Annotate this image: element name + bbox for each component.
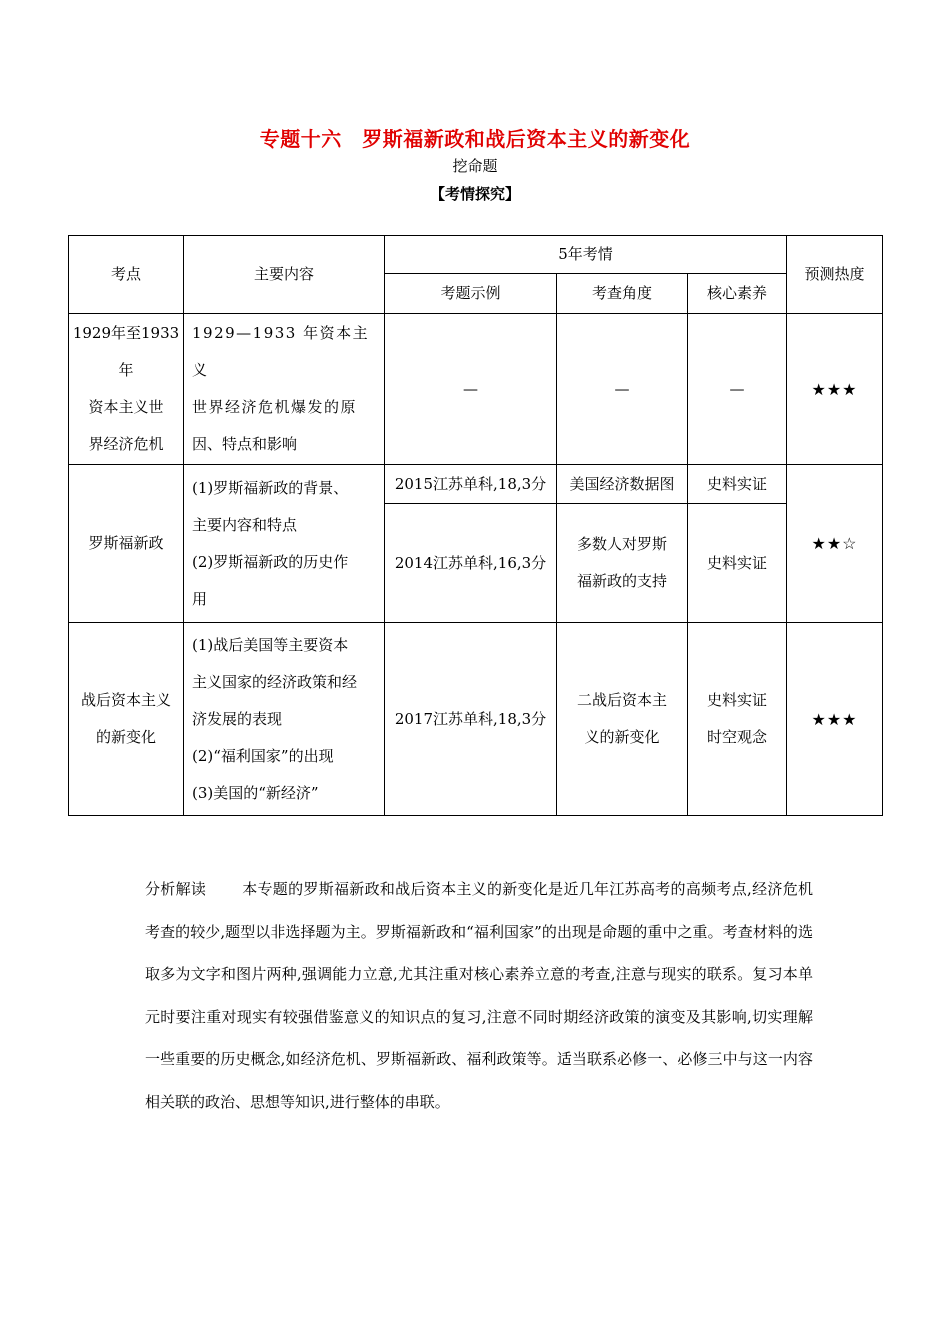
example-cell: 2017江苏单科,18,3分 xyxy=(385,623,557,816)
point-line: 战后资本主义 xyxy=(80,691,171,709)
literacy-cell: 史料实证 xyxy=(688,465,787,504)
heat-rating: ★★☆ xyxy=(787,465,883,623)
content-line: (1)战后美国等主要资本 xyxy=(192,635,349,654)
content-line: (3)美国的“新经济” xyxy=(192,783,319,802)
section-heading: 【考情探究】 xyxy=(429,185,520,203)
content-line: 因、特点和影响 xyxy=(192,435,298,453)
analysis-label: 分析解读 xyxy=(145,880,207,898)
content-line: (2)“福利国家”的出现 xyxy=(192,746,334,765)
content-cell xyxy=(184,465,385,623)
content-line: 主义国家的经济政策和经 xyxy=(192,672,358,691)
exam-analysis-table xyxy=(68,235,883,816)
point-line: 的新变化 xyxy=(95,728,156,746)
content-line: 用 xyxy=(192,589,208,608)
literacy-line: 时空观念 xyxy=(706,728,767,746)
content-cell xyxy=(184,314,385,465)
table-row xyxy=(69,314,883,465)
point-line: 年 xyxy=(118,361,134,379)
content-line: 济发展的表现 xyxy=(192,709,283,728)
content-line: (1)罗斯福新政的背景、 xyxy=(192,478,349,497)
heat-rating: ★★★ xyxy=(787,314,883,465)
angle-line: 多数人对罗斯 xyxy=(576,535,667,553)
literacy-line: 史料实证 xyxy=(706,691,767,709)
example-cell: 2014江苏单科,16,3分 xyxy=(385,504,557,623)
angle-line: 福新政的支持 xyxy=(576,572,667,590)
header-literacy: 核心素养 xyxy=(688,274,787,314)
header-content: 主要内容 xyxy=(184,236,385,314)
literacy-cell xyxy=(688,623,787,816)
point-cell xyxy=(69,314,184,465)
angle-cell: 美国经济数据图 xyxy=(557,465,688,504)
content-line: 1929—1933 年资本主义 xyxy=(192,324,370,379)
content-line: (2)罗斯福新政的历史作 xyxy=(192,552,349,571)
angle-cell: — xyxy=(557,314,688,465)
table-header-row xyxy=(69,236,883,274)
header-example: 考题示例 xyxy=(385,274,557,314)
content-line: 世界经济危机爆发的原 xyxy=(192,398,358,416)
analysis-paragraph xyxy=(145,868,813,1123)
content-cell xyxy=(184,623,385,816)
angle-cell xyxy=(557,623,688,816)
literacy-cell: — xyxy=(688,314,787,465)
table-row xyxy=(69,623,883,816)
point-line: 资本主义世 xyxy=(88,398,164,416)
literacy-cell: 史料实证 xyxy=(688,504,787,623)
subtitle: 挖命题 xyxy=(452,157,498,175)
heat-rating: ★★★ xyxy=(787,623,883,816)
example-cell: 2015江苏单科,18,3分 xyxy=(385,465,557,504)
table-row xyxy=(69,465,883,504)
header-five-year: 5年考情 xyxy=(385,236,787,274)
example-cell: — xyxy=(385,314,557,465)
page-title: 专题十六 罗斯福新政和战后资本主义的新变化 xyxy=(259,127,691,151)
angle-line: 义的新变化 xyxy=(584,728,660,746)
angle-line: 二战后资本主 xyxy=(576,691,667,709)
content-line: 主要内容和特点 xyxy=(192,515,298,534)
angle-cell xyxy=(557,504,688,623)
point-cell xyxy=(69,623,184,816)
point-line: 界经济危机 xyxy=(88,435,164,453)
point-cell: 罗斯福新政 xyxy=(69,465,184,623)
point-line: 1929年至1933 xyxy=(72,324,180,342)
analysis-text: 本专题的罗斯福新政和战后资本主义的新变化是近几年江苏高考的高频考点,经济危机考查的较少,题型以非选择题为主。罗斯福新政和“福利国家”的出现是命题的重中之重。考查材料的选取多为文字和图片两种,强调能力立意,尤其注重对核心素养立意的考查,注意与现实的联系。复习本单元时要注重对现实有较强借鉴意义的知识点的复习,注意不同时期经济政策的演变及其影响,切实理解一些重要的历史概念,如经济危机、罗斯福新政、福利政策等。适当联系必修一、必修三中与这一内容相关联的政治、思想等知识,进行整体的串联。 xyxy=(145,880,813,1111)
header-point: 考点 xyxy=(69,236,184,314)
header-angle: 考查角度 xyxy=(557,274,688,314)
header-heat: 预测热度 xyxy=(787,236,883,314)
